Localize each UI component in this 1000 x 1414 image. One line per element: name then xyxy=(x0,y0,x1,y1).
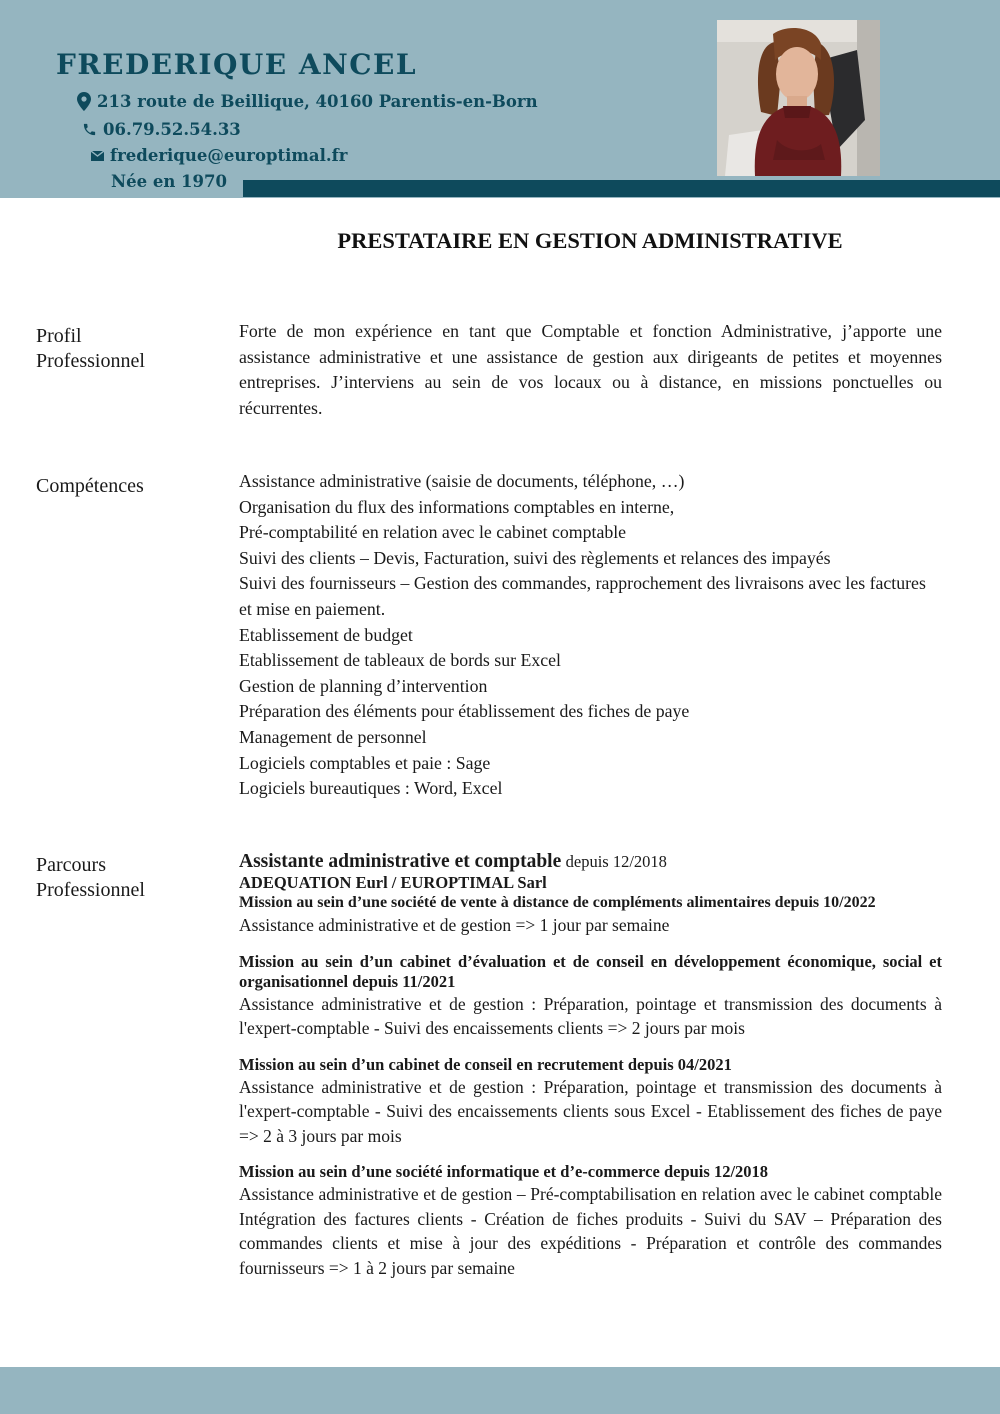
mission-title: Mission au sein d’un cabinet de conseil en recrutement depuis 04/2021 xyxy=(239,1054,732,1074)
skill-item: Etablissement de tableaux de bords sur Excel xyxy=(239,650,561,671)
profile-label-line2: Professionnel xyxy=(36,350,145,372)
job-heading xyxy=(239,850,942,873)
career-label-line2: Professionnel xyxy=(36,879,145,901)
birth-year: Née en 1970 xyxy=(111,172,227,191)
address-line xyxy=(77,92,538,111)
skill-item: Assistance administrative (saisie de documents, téléphone, …) xyxy=(239,471,685,491)
address-text: 213 route de Beillique, 40160 Parentis-en-Born xyxy=(97,92,538,111)
candidate-name: FREDERIQUE ANCEL xyxy=(56,48,418,81)
skill-item: Logiciels comptables et paie : Sage xyxy=(239,752,491,773)
mission-item xyxy=(239,952,942,1041)
envelope-icon xyxy=(91,151,104,161)
mission-title: Mission au sein d’une société informatique et d’e-commerce depuis 12/2018 xyxy=(239,1162,769,1181)
skill-item: Etablissement de budget xyxy=(239,624,413,645)
skill-item: Management de personnel xyxy=(239,726,427,747)
header-accent-stripe xyxy=(243,180,1000,197)
career-label-line1: Parcours xyxy=(36,854,106,876)
skill-item: Suivi des fournisseurs – Gestion des commandes, rapprochement des livraisons avec les factures et mise en paiement. xyxy=(239,573,926,619)
profile-section-label xyxy=(36,324,145,374)
profile-text: Forte de mon expérience en tant que Comptable et fonction Administrative, j’apporte une assistance administrative et une assistance de gestion aux dirigeants de petites et moyennes entreprises. J’interviens au sein de vos locaux ou à distance, en missions ponctuelles ou récurrentes. xyxy=(239,321,942,418)
skill-item: Organisation du flux des informations comptables en interne, xyxy=(239,496,675,517)
skill-item: Gestion de planning d’intervention xyxy=(239,675,488,696)
map-pin-icon xyxy=(77,92,91,111)
mission-item xyxy=(239,893,942,938)
mission-item xyxy=(239,1055,942,1149)
mission-text: Assistance administrative et de gestion : Préparation, pointage et transmission des documents à l'expert-comptable - Suivi des encaissements clients => 2 jours par mois xyxy=(239,993,942,1038)
mission-text: Assistance administrative et de gestion => 1 jour par semaine xyxy=(239,915,670,935)
mission-title: Mission au sein d’une société de vente à distance de compléments alimentaires depuis 10/2022 xyxy=(239,894,876,911)
mission-text: Assistance administrative et de gestion – Pré-comptabilisation en relation avec le cabinet comptable Intégration des factures clients - Création de fiches produits - Suivi du SAV – Préparation des commandes clients et mise à jour des expéditions - Préparation et contrôle des commandes fournisseurs => 1 à 2 jours par semaine xyxy=(239,1184,942,1278)
document-title: PRESTATAIRE EN GESTION ADMINISTRATIVE xyxy=(337,228,843,253)
skill-item: Logiciels bureautiques : Word, Excel xyxy=(239,778,503,799)
skills-list xyxy=(239,469,942,802)
job-title: Assistante administrative et comptable xyxy=(239,851,562,872)
phone-line xyxy=(82,120,241,139)
career-content xyxy=(239,850,942,1294)
email-line xyxy=(91,146,347,165)
career-section-label xyxy=(36,853,145,903)
email-text: frederique@europtimal.fr xyxy=(110,146,348,165)
mission-text: Assistance administrative et de gestion : Préparation, pointage et transmission des documents à l'expert-comptable - Suivi des encaissements clients sous Excel - Etablissement des fiches de paye => 2 à 3 jours par mois xyxy=(239,1076,942,1146)
phone-text: 06.79.52.54.33 xyxy=(103,120,241,139)
skill-item: Préparation des éléments pour établissement des fiches de paye xyxy=(239,701,690,722)
mission-item xyxy=(239,1162,942,1280)
company-name: ADEQUATION Eurl / EUROPTIMAL Sarl xyxy=(239,873,547,892)
skills-section-label: Compétences xyxy=(36,475,144,497)
phone-icon xyxy=(82,122,97,137)
profile-label-line1: Profil xyxy=(36,325,82,347)
footer-band xyxy=(0,1367,1000,1414)
profile-photo xyxy=(717,20,880,176)
job-since: depuis 12/2018 xyxy=(565,852,667,871)
mission-title: Mission au sein d’un cabinet d’évaluation et de conseil en développement économique, social et organisationnel depuis 11/2021 xyxy=(239,951,942,991)
skill-item: Suivi des clients – Devis, Facturation, suivi des règlements et relances des impayés xyxy=(239,547,831,568)
skill-item: Pré-comptabilité en relation avec le cabinet comptable xyxy=(239,522,627,543)
